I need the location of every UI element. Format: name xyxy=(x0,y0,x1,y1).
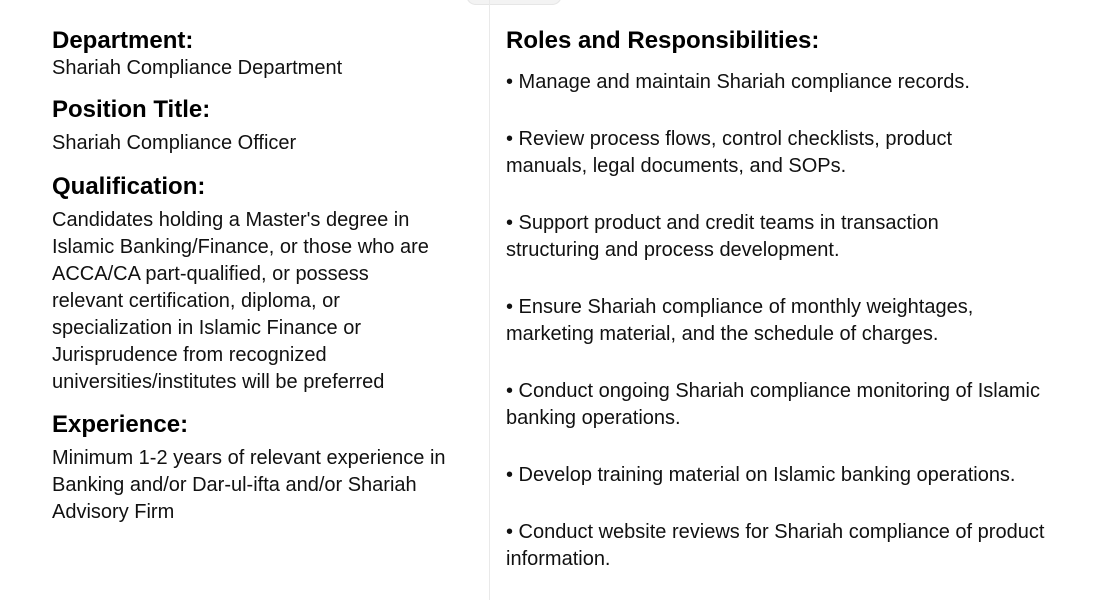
roles-heading: Roles and Responsibilities: xyxy=(506,27,820,54)
department-section xyxy=(52,27,482,82)
experience-value: Minimum 1-2 years of relevant experience in Banking and/or Dar-ul-ifta and/or Shariah Advisory Firm xyxy=(52,447,446,523)
role-item: • Support product and credit teams in transaction structuring and process development. xyxy=(506,212,939,261)
role-item: • Manage and maintain Shariah compliance records. xyxy=(506,71,970,93)
qualification-value: Candidates holding a Master's degree in Islamic Banking/Finance, or those who are ACCA/CA part-qualified, or possess relevant certification, diploma, or specialization in Islamic Finance or Jurisprudence from recognized universities/institutes will be preferred xyxy=(52,209,429,393)
position-title-value: Shariah Compliance Officer xyxy=(52,132,297,154)
department-value: Shariah Compliance Department xyxy=(52,57,343,79)
right-column xyxy=(506,27,1098,603)
position-title-section xyxy=(52,96,482,157)
role-item: • Ensure Shariah compliance of monthly weightages, marketing material, and the schedule of charges. xyxy=(506,296,974,345)
position-title-heading: Position Title: xyxy=(52,96,211,123)
top-tab-decoration xyxy=(466,0,562,5)
experience-heading: Experience: xyxy=(52,411,189,438)
role-item: • Review process flows, control checklists, product manuals, legal documents, and SOPs. xyxy=(506,128,953,177)
role-item: • Develop training material on Islamic banking operations. xyxy=(506,464,1016,486)
role-item: • Conduct website reviews for Shariah compliance of product information. xyxy=(506,521,1045,570)
role-item: • Conduct ongoing Shariah compliance monitoring of Islamic banking operations. xyxy=(506,380,1040,429)
qualification-heading: Qualification: xyxy=(52,173,206,200)
qualification-section xyxy=(52,173,482,396)
column-divider xyxy=(489,0,490,600)
experience-section xyxy=(52,411,482,526)
left-column xyxy=(52,27,482,526)
department-heading: Department: xyxy=(52,27,194,54)
